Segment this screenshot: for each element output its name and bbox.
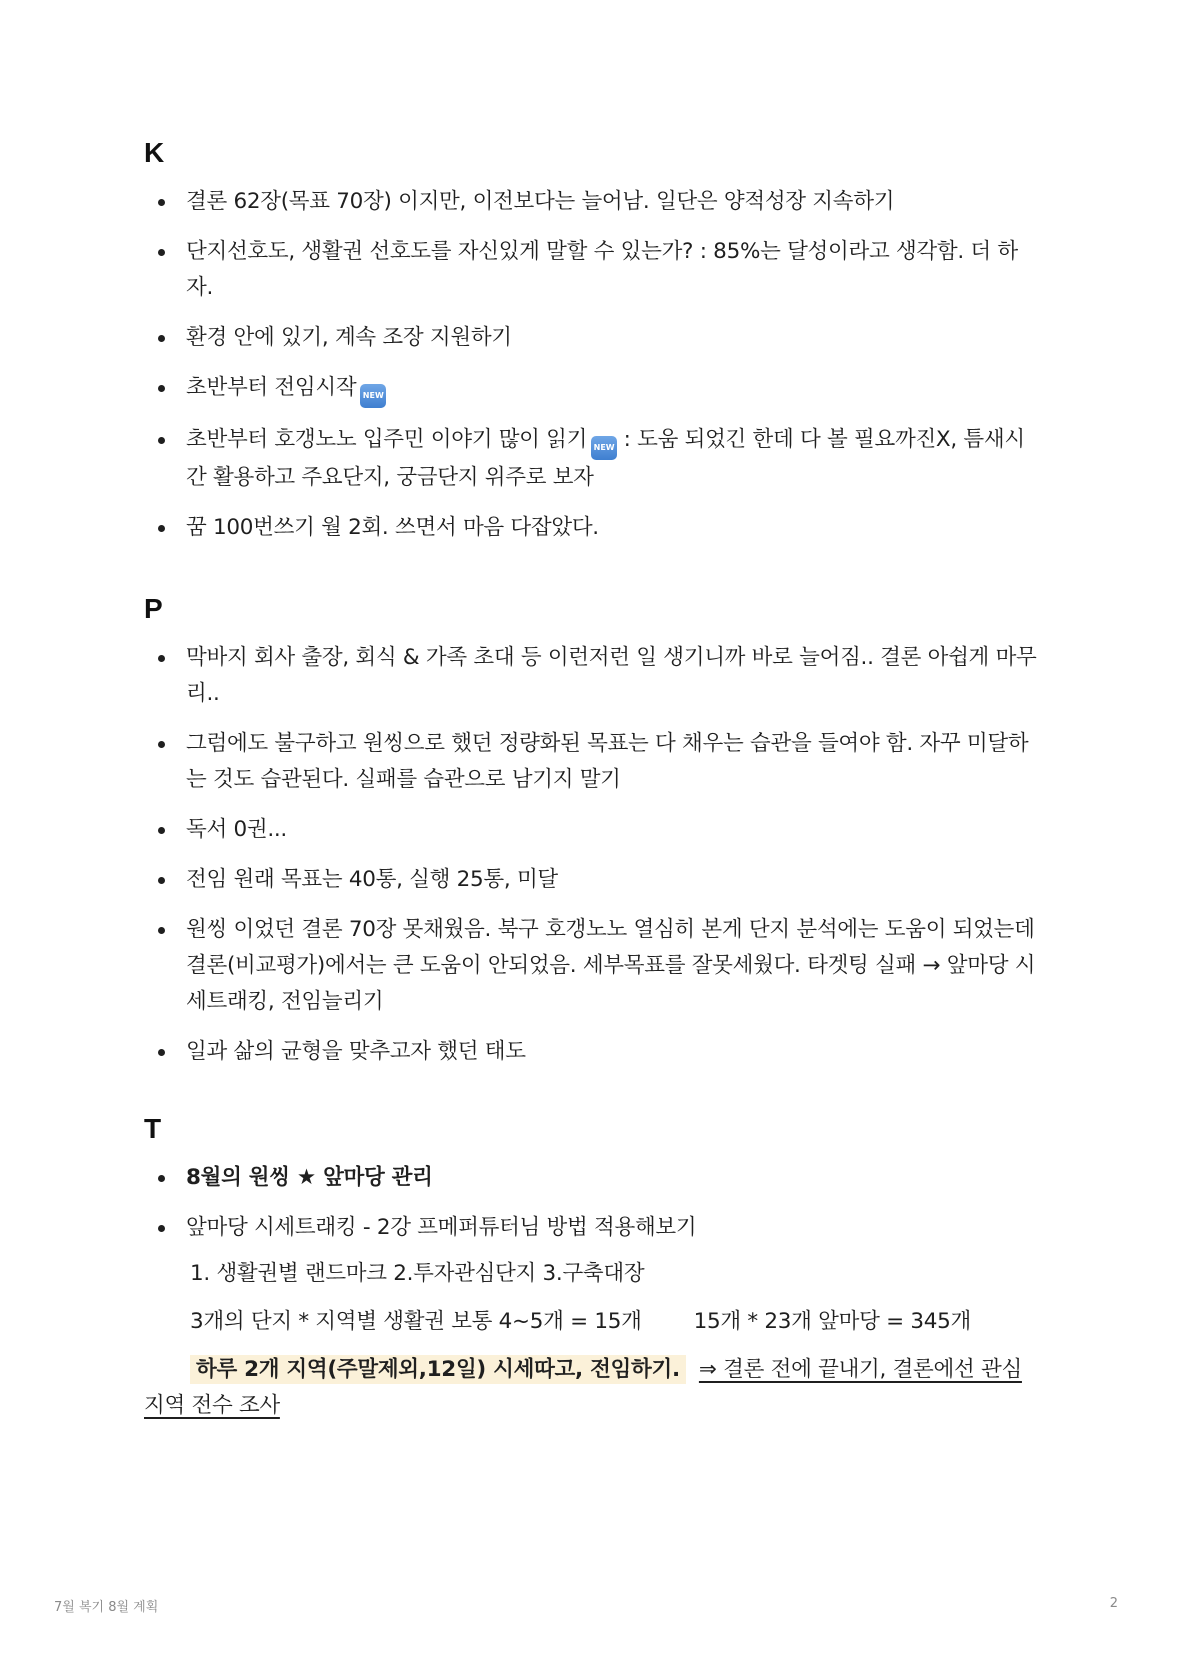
list-item: 8월의 원씽 ★ 앞마당 관리 [144,1160,1044,1196]
list-item: 초반부터 전임시작 NEW [144,370,1044,408]
list-item: 환경 안에 있기, 계속 조장 지원하기 [144,320,1044,356]
bullet-list-t [144,1160,1044,1246]
list-item: 막바지 회사 출장, 회식 & 가족 초대 등 이런저런 일 생기니까 바로 늘어짐.. 결론 아쉽게 마무리.. [144,640,1044,712]
list-item: 전임 원래 목표는 40통, 실행 25통, 미달 [144,862,1044,898]
new-badge-icon: NEW [360,384,386,408]
highlight-paragraph [144,1352,1044,1424]
list-item: 결론 62장(목표 70장) 이지만, 이전보다는 늘어남. 일단은 양적성장 지속하기 [144,184,1044,220]
bullet-list-p [144,640,1044,1070]
list-item: 원씽 이었던 결론 70장 못채웠음. 북구 호갱노노 열심히 본게 단지 분석에는 도움이 되었는데 결론(비교평가)에서는 큰 도움이 안되었음. 세부목표를 잘못세웠다. 타겟팅 실패 → 앞마당 시세트래킹, 전임늘리기 [144,912,1044,1020]
list-item: 꿈 100번쓰기 월 2회. 쓰면서 마음 다잡았다. [144,510,1044,546]
bullet-list-k [144,184,1044,546]
section-heading-p: P [144,593,163,624]
section-p [144,592,1044,1084]
sub-line-2: 3개의 단지 * 지역별 생활권 보통 4~5개 = 15개 15개 * 23개 앞마당 = 345개 [190,1309,971,1334]
list-item: 그럼에도 불구하고 원씽으로 했던 정량화된 목표는 다 채우는 습관을 들여야 함. 자꾸 미달하는 것도 습관된다. 실패를 습관으로 남기지 말기 [144,726,1044,798]
sub-line-1: 1. 생활권별 랜드마크 2.투자관심단지 3.구축대장 [190,1261,645,1286]
footer-doc-title: 7월 복기 8월 계획 [54,1600,159,1615]
list-item: 단지선호도, 생활권 선호도를 자신있게 말할 수 있는가? : 85%는 달성이라고 생각함. 더 하자. [144,234,1044,306]
section-heading-t: T [144,1113,162,1144]
list-item: 앞마당 시세트래킹 - 2강 프메퍼튜터님 방법 적용해보기 [144,1210,1044,1246]
section-t [144,1112,1044,1424]
section-k [144,136,1044,560]
list-item: 일과 삶의 균형을 맞추고자 했던 태도 [144,1034,1044,1070]
new-badge-icon: NEW [591,436,617,460]
list-item: 독서 0권... [144,812,1044,848]
highlighted-text: 하루 2개 지역(주말제외,12일) 시세따고, 전임하기. [190,1355,686,1384]
underlined-text: ⇒ 결론 전에 끝내기, 결론에선 관심 지역 전수 조사 [144,1357,1022,1418]
section-heading-k: K [144,137,165,168]
list-item: 초반부터 호갱노노 입주민 이야기 많이 읽기 NEW : 도움 되었긴 한데 다 볼 필요까진X, 틈새시간 활용하고 주요단지, 궁금단지 위주로 보자 [144,422,1044,496]
footer-page-number: 2 [1109,1596,1118,1611]
